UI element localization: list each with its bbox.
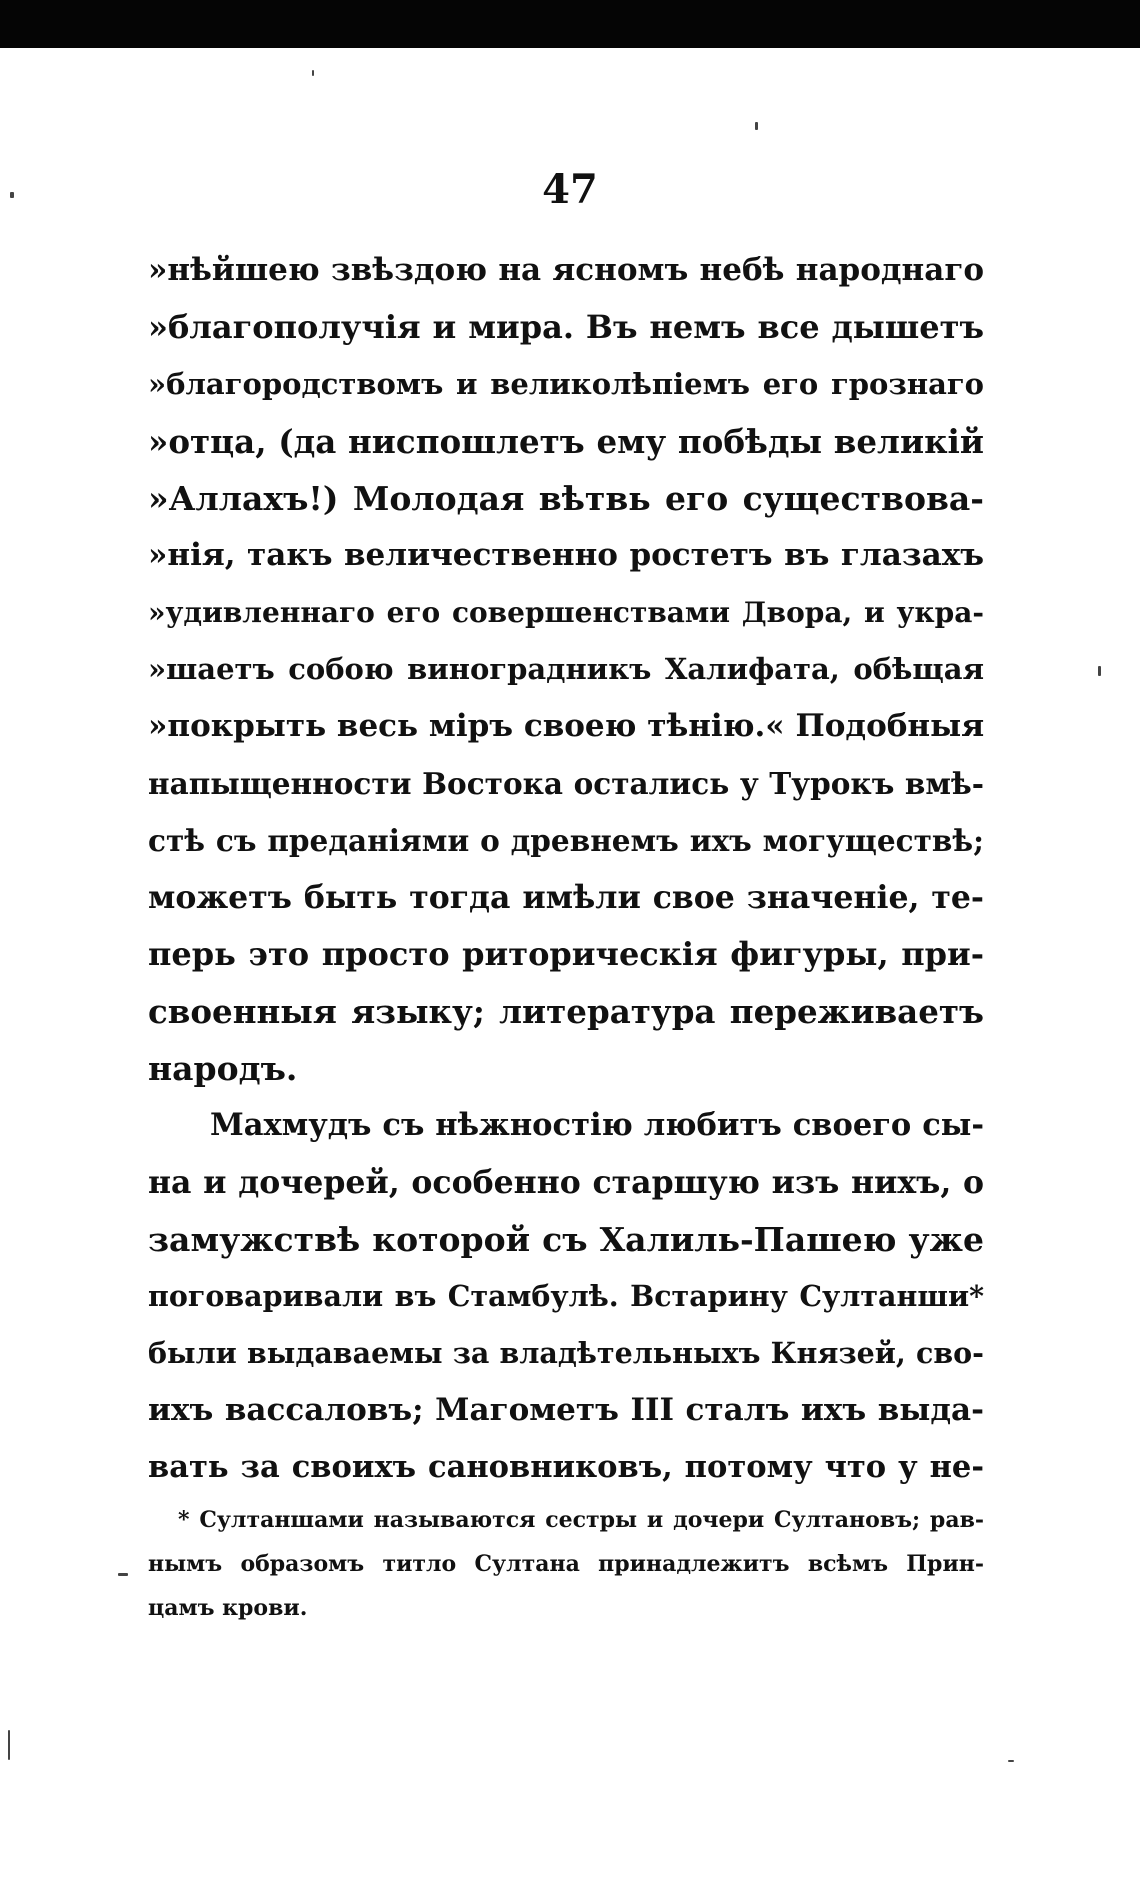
text-line: Махмудъ съ нѣжностію любитъ своего сы-: [210, 1107, 984, 1143]
scan-speck: [755, 122, 758, 130]
footnote-line: нымъ образомъ титло Султана принадлежитъ всѣмъ Прин-: [148, 1551, 984, 1577]
text-line: »отца, (да ниспошлетъ ему побѣды великій: [148, 422, 984, 461]
page-number: 47: [542, 166, 598, 213]
text-line: можетъ быть тогда имѣли свое значеніе, те-: [148, 879, 984, 916]
text-line: »нѣйшею звѣздою на ясномъ небѣ народнаго: [148, 252, 984, 288]
text-line: вать за своихъ сановниковъ, потому что у не-: [148, 1449, 984, 1485]
text-line: на и дочерей, особенно старшую изъ нихъ, о: [148, 1164, 984, 1201]
text-line: »покрыть весь міръ своею тѣнію.« Подобныя: [148, 708, 985, 744]
scan-speck: [312, 70, 314, 76]
footnote-line: * Султаншами называются сестры и дочери Султановъ; рав-: [178, 1507, 984, 1533]
text-line: напыщенности Востока остались у Турокъ вмѣ-: [148, 766, 984, 801]
text-line: »нія, такъ величественно ростетъ въ глазахъ: [148, 537, 984, 573]
text-line: поговаривали въ Стамбулѣ. Встарину Султанши*: [148, 1279, 984, 1313]
text-line: были выдаваемы за владѣтельныхъ Князей, сво-: [148, 1336, 984, 1370]
text-line: »удивленнаго его совершенствами Двора, и укра-: [148, 596, 984, 629]
footnote: [148, 1498, 984, 1630]
scan-speck: [1008, 1760, 1014, 1762]
paragraph-1: [148, 242, 984, 1097]
text-line: »благополучія и мира. Въ немъ все дышетъ: [148, 308, 984, 346]
footnote-line: цамъ крови.: [148, 1595, 308, 1621]
text-line: »благородствомъ и великолѣпіемъ его грознаго: [148, 367, 984, 401]
main-text: [148, 242, 984, 1496]
scan-speck: [1098, 666, 1101, 676]
text-line: своенныя языку; литература переживаетъ: [148, 992, 984, 1031]
scan-top-border: [0, 0, 1140, 48]
text-line: народъ.: [148, 1049, 298, 1088]
text-line: »шаетъ собою виноградникъ Халифата, обѣщая: [148, 652, 984, 686]
scan-speck: [8, 1730, 10, 1760]
text-line: перь это просто риторическія фигуры, при-: [148, 935, 984, 973]
text-line: стѣ съ преданіями о древнемъ ихъ могуществѣ;: [148, 823, 984, 858]
scan-speck: [118, 1573, 128, 1576]
text-line: замужствѣ которой съ Халиль-Пашею уже: [148, 1220, 984, 1259]
scan-speck: [10, 192, 14, 198]
paragraph-2: [148, 1097, 984, 1496]
text-line: »Аллахъ!) Молодая вѣтвь его существова-: [148, 479, 984, 518]
text-line: ихъ вассаловъ; Магометъ III сталъ ихъ выда-: [148, 1392, 984, 1428]
